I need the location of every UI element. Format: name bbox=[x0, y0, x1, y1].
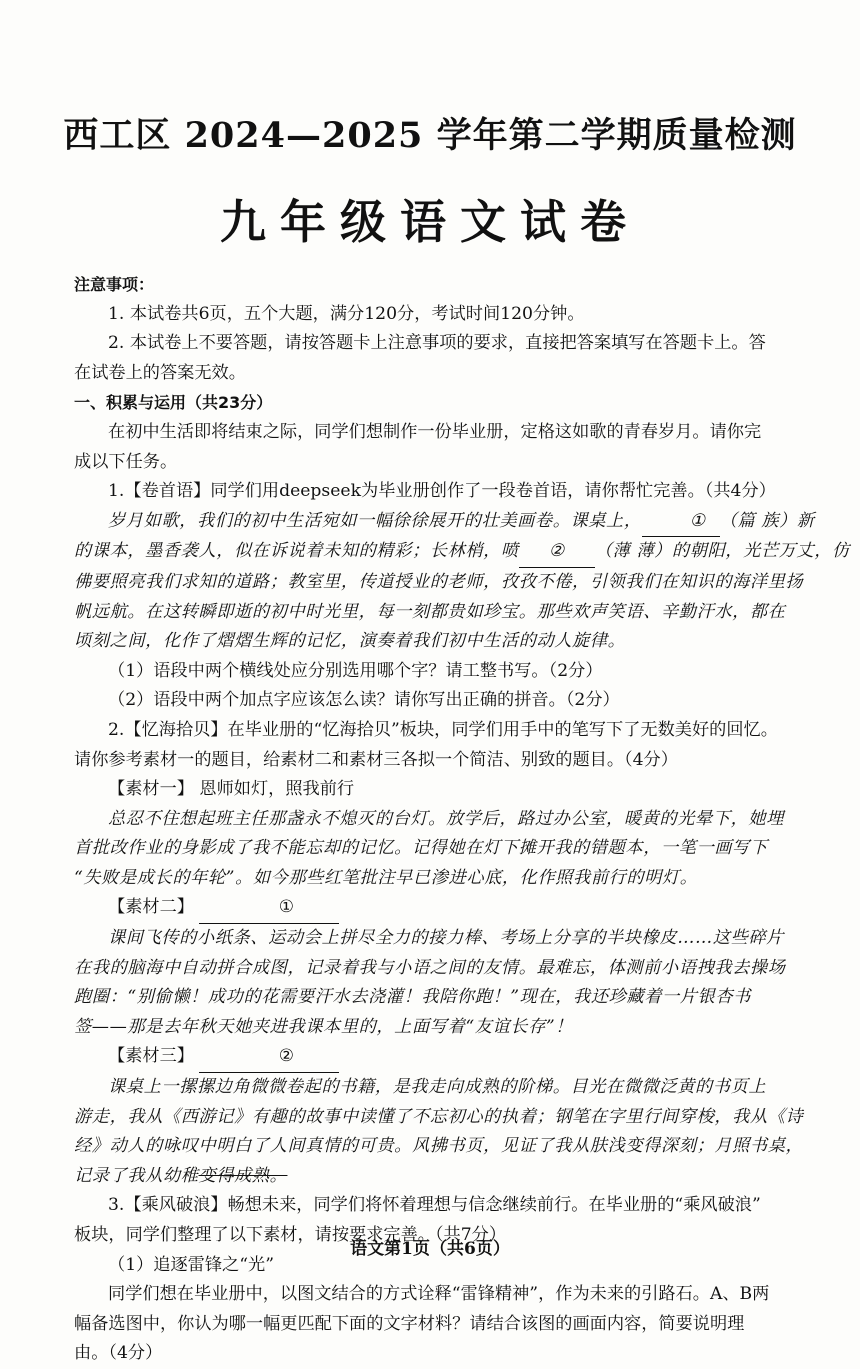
notice-item-1: 1. 本试卷共6页，五个大题，满分120分，考试时间120分钟。 bbox=[108, 303, 585, 324]
q2-material-2-blank: ① bbox=[199, 893, 339, 924]
q1-passage-line-2 bbox=[74, 537, 850, 568]
q1-passage-text: 的课本，墨香袭人，似在诉说着未知的精彩；长林梢，喷 bbox=[74, 541, 519, 562]
q2-material-3-line: 游走，我从《西游记》有趣的故事中读懂了不忘初心的执着；钢笔在字里行间穿梭，我从《诗 bbox=[74, 1106, 804, 1127]
q3-prompt-line-2: 幅备选图中，你认为哪一幅更匹配下面的文字材料？请结合该图的画面内容，简要说明理 bbox=[74, 1313, 745, 1334]
exam-title: 西工区 2024—2025 学年第二学期质量检测 bbox=[63, 115, 797, 156]
q1-sub-question-2: （2）语段中两个加点字应该怎么读？请你写出正确的拼音。（2分） bbox=[108, 690, 620, 711]
q1-sub-question-1: （1）语段中两个横线处应分别选用哪个字？请工整书写。（2分） bbox=[108, 660, 603, 681]
q1-passage-line-1 bbox=[74, 507, 815, 538]
q1-passage-line-5: 顷刻之间，化作了熠熠生辉的记忆，演奏着我们初中生活的动人旋律。 bbox=[74, 631, 626, 652]
q2-material-2-label: 【素材二】 bbox=[108, 897, 194, 918]
q2-material-3-blank: ② bbox=[199, 1042, 339, 1073]
q1-passage-text: （薄 薄）的朝阳，光芒万丈，仿 bbox=[594, 541, 850, 562]
q2-material-1-line: “失败是成长的年轮”。如今那些红笔批注早已渗进心底，化作照我前行的明灯。 bbox=[74, 867, 698, 888]
q2-material-3-text: 记录了我从幼稚 bbox=[74, 1165, 199, 1186]
q2-stem-line-2: 请你参考素材一的题目，给素材二和素材三各拟一个简洁、别致的题目。（4分） bbox=[74, 749, 678, 770]
notice-heading: 注意事项： bbox=[74, 275, 155, 294]
q1-passage-line-3: 佛要照亮我们求知的道路；教室里，传道授业的老师，孜孜不倦，引领我们在知识的海洋里扬 bbox=[74, 571, 804, 592]
q1-passage-text: （篇 族）新 bbox=[719, 510, 815, 531]
q3-sub-heading: （1）追逐雷锋之“光” bbox=[108, 1254, 275, 1275]
page-footer: 语文第1页（共6页） bbox=[350, 1239, 510, 1259]
q3-stem-line-1: 3.【乘风破浪】畅想未来，同学们将怀着理想与信念继续前行。在毕业册的“乘风破浪” bbox=[108, 1195, 761, 1216]
exam-subtitle: 九年级语文试卷 bbox=[220, 195, 640, 249]
q3-prompt-line-3: 由。（4分） bbox=[74, 1343, 163, 1364]
section-1-intro-line-1: 在初中生活即将结束之际，同学们想制作一份毕业册，定格这如歌的青春岁月。请你完 bbox=[108, 421, 762, 442]
q1-passage-line-4: 帆远航。在这转瞬即逝的初中时光里，每一刻都贵如珍宝。那些欢声笑语、辛勤汗水，都在 bbox=[74, 601, 786, 622]
q3-stem-line-2: 板块，同学们整理了以下素材，请按要求完善。（共7分） bbox=[74, 1225, 507, 1245]
notice-item-2-line-1: 2. 本试卷上不要答题，请按答题卡上注意事项的要求，直接把答案填写在答题卡上。答 bbox=[108, 333, 766, 354]
q2-material-3-line: 课桌上一摞摞边角微微卷起的书籍，是我走向成熟的阶梯。目光在微微泛黄的书页上 bbox=[108, 1077, 767, 1098]
q2-material-2-line: 跑圈：“别偷懒！成功的花需要汗水去浇灌！我陪你跑！”现在，我还珍藏着一片银杏书 bbox=[74, 987, 751, 1008]
q1-blank-2: ② bbox=[519, 537, 595, 568]
exam-body bbox=[74, 270, 850, 1369]
section-1-intro-line-2: 成以下任务。 bbox=[74, 451, 178, 472]
q2-material-1-title: 【素材一】 恩师如灯，照我前行 bbox=[108, 779, 355, 800]
q3-prompt-line-1: 同学们想在毕业册中，以图文结合的方式诠释“雷锋精神”，作为未来的引路石。A、B两 bbox=[108, 1284, 770, 1305]
q2-material-3-line: 经》动人的咏叹中明白了人间真情的可贵。风拂书页，见证了我从肤浅变得深刻；月照书桌， bbox=[74, 1136, 804, 1157]
q2-material-2-line: 签——那是去年秋天她夹进我课本里的，上面写着“友谊长存”！ bbox=[74, 1016, 574, 1037]
q1-blank-1: ① bbox=[642, 507, 720, 538]
q2-material-3-line bbox=[74, 1162, 804, 1192]
q2-material-2-line: 课间飞传的小纸条、运动会上拼尽全力的接力棒、考场上分享的半块橡皮……这些碎片 bbox=[108, 928, 784, 949]
q2-material-3-title bbox=[74, 1042, 804, 1073]
q2-material-2-line: 在我的脑海中自动拼合成图，记录着我与小语之间的友情。最难忘，体测前小语拽我去操场 bbox=[74, 957, 786, 978]
q1-stem: 1.【卷首语】同学们用deepseek为毕业册创作了一段卷首语，请你帮忙完善。（共4分） bbox=[108, 481, 776, 502]
notice-item-2-line-2: 在试卷上的答案无效。 bbox=[74, 362, 246, 383]
q2-material-3-struck-text: 变得成熟。 bbox=[198, 1165, 288, 1186]
q1-passage-text: 岁月如歌，我们的初中生活宛如一幅徐徐展开的壮美画卷。课桌上， bbox=[108, 510, 642, 531]
q2-material-1-line: 总忍不住想起班主任那盏永不熄灭的台灯。放学后，路过办公室，暖黄的光晕下，她埋 bbox=[108, 808, 784, 829]
section-1-heading: 一、积累与运用（共23分） bbox=[74, 393, 273, 413]
q2-material-3-label: 【素材三】 bbox=[108, 1046, 194, 1067]
q2-stem-line-1: 2.【忆海拾贝】在毕业册的“忆海拾贝”板块，同学们用手中的笔写下了无数美好的回忆。 bbox=[108, 719, 778, 740]
q2-material-2-title bbox=[74, 893, 804, 924]
q2-material-1-line: 首批改作业的身影成了我不能忘却的记忆。记得她在灯下摊开我的错题本，一笔一画写下 bbox=[74, 838, 768, 859]
